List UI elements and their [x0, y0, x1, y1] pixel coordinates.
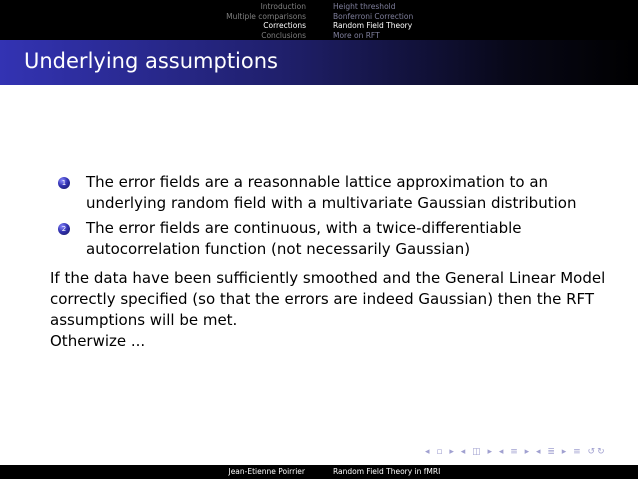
frame-title-bar: [0, 40, 638, 85]
list-item: [58, 172, 598, 214]
section-nav: [0, 2, 306, 40]
subsection-link-bonferroni[interactable]: Bonferroni Correction: [333, 11, 414, 21]
subsection-link-more-on-rft[interactable]: More on RFT: [333, 30, 380, 40]
section-link-corrections[interactable]: Corrections: [263, 21, 306, 31]
navigation-headline: [0, 0, 638, 40]
item-text: The error fields are continuous, with a twice-differentiable autocorrelation function (not necessarily Gaussian): [86, 219, 522, 258]
item-text: The error fields are a reasonnable lattice approximation to an underlying random field with a multivariate Gaussian distribution: [86, 173, 577, 212]
subsection-nav: [333, 2, 413, 40]
subsection-link-height-threshold[interactable]: Height threshold: [333, 2, 396, 11]
beamer-navigation-symbols[interactable]: ◂ ▫ ▸ ◂ ◫ ▸ ◂ ≡ ▸ ◂ ≣ ▸ ≡ ↺↻: [425, 447, 607, 457]
conclusion-paragraph: [50, 268, 610, 352]
item-number-ball: 2: [58, 223, 70, 235]
footer-bar: [0, 465, 638, 479]
footer-author: Jean-Etienne Poirrier: [0, 465, 319, 479]
list-item: [58, 218, 598, 260]
section-link-multiple-comparisons[interactable]: Multiple comparisons: [226, 11, 306, 21]
section-link-conclusions[interactable]: Conclusions: [261, 30, 306, 40]
paragraph-text: If the data have been sufficiently smoothed and the General Linear Model correctly specified (so that the errors are indeed Gaussian) then the RFT assumptions will be met.: [50, 269, 606, 329]
item-number-ball: 1: [58, 177, 70, 189]
section-link-introduction[interactable]: Introduction: [260, 2, 306, 11]
frame-title: Underlying assumptions: [24, 49, 278, 73]
footer-talk-title: Random Field Theory in fMRI: [319, 465, 638, 479]
paragraph-otherwise: Otherwize ...: [50, 332, 146, 350]
assumptions-list: [58, 172, 598, 264]
subsection-link-random-field-theory[interactable]: Random Field Theory: [333, 21, 413, 31]
